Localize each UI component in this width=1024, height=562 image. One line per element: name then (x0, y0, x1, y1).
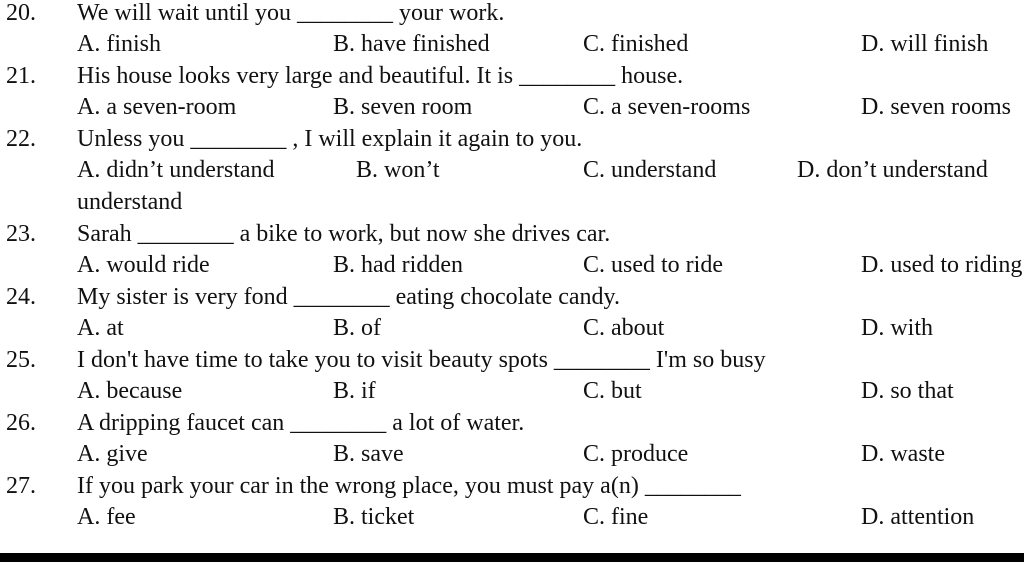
question-22-continuation (0, 187, 1024, 218)
option-a: A. fee (77, 504, 136, 530)
option-a: A. would ride (77, 252, 210, 278)
question-stem: If you park your car in the wrong place, you must pay a(n) ________ (77, 473, 741, 499)
option-b: B. save (333, 441, 404, 467)
option-d: D. so that (861, 378, 954, 404)
continuation-text: understand (77, 189, 183, 215)
question-21-stem-line (0, 61, 1024, 92)
option-b: B. of (333, 315, 381, 341)
option-a: A. didn’t understand (77, 157, 275, 183)
question-23-options (0, 250, 1024, 281)
question-22-stem-line (0, 124, 1024, 155)
question-stem: We will wait until you ________ your work. (77, 0, 505, 26)
option-d: D. don’t understand (797, 157, 988, 183)
option-c: C. a seven-rooms (583, 94, 751, 120)
question-24-stem-line (0, 282, 1024, 313)
question-stem: A dripping faucet can ________ a lot of water. (77, 410, 525, 436)
option-c: C. used to ride (583, 252, 723, 278)
option-a: A. finish (77, 31, 161, 57)
option-b: B. had ridden (333, 252, 463, 278)
bottom-border-bar (0, 553, 1024, 562)
question-27-options (0, 502, 1024, 533)
question-23-stem-line (0, 219, 1024, 250)
option-a: A. a seven-room (77, 94, 237, 120)
option-b: B. have finished (333, 31, 490, 57)
option-a: A. at (77, 315, 124, 341)
question-20-options (0, 29, 1024, 60)
question-number: 27. (6, 473, 36, 499)
option-d: D. attention (861, 504, 975, 530)
question-stem: Unless you ________ , I will explain it again to you. (77, 126, 583, 152)
question-stem: My sister is very fond ________ eating chocolate candy. (77, 284, 620, 310)
question-25-options (0, 376, 1024, 407)
question-number: 26. (6, 410, 36, 436)
option-c: C. produce (583, 441, 689, 467)
question-20-stem-line (0, 0, 1024, 29)
question-number: 24. (6, 284, 36, 310)
question-stem: I don't have time to take you to visit beauty spots ________ I'm so busy (77, 347, 766, 373)
question-25-stem-line (0, 345, 1024, 376)
option-d: D. used to riding (861, 252, 1023, 278)
question-number: 22. (6, 126, 36, 152)
option-b: B. seven room (333, 94, 473, 120)
question-number: 23. (6, 221, 36, 247)
option-c: C. about (583, 315, 665, 341)
question-number: 20. (6, 0, 36, 26)
option-a: A. give (77, 441, 148, 467)
option-b: B. won’t (356, 157, 440, 183)
question-number: 21. (6, 63, 36, 89)
question-stem: His house looks very large and beautiful. It is ________ house. (77, 63, 684, 89)
question-22-options (0, 155, 1024, 186)
question-stem: Sarah ________ a bike to work, but now she drives car. (77, 221, 611, 247)
option-d: D. with (861, 315, 933, 341)
question-26-options (0, 439, 1024, 470)
option-d: D. will finish (861, 31, 989, 57)
option-c: C. but (583, 378, 642, 404)
option-d: D. waste (861, 441, 945, 467)
option-b: B. if (333, 378, 376, 404)
option-b: B. ticket (333, 504, 415, 530)
question-number: 25. (6, 347, 36, 373)
question-26-stem-line (0, 408, 1024, 439)
option-d: D. seven rooms (861, 94, 1011, 120)
option-a: A. because (77, 378, 183, 404)
option-c: C. fine (583, 504, 649, 530)
option-c: C. understand (583, 157, 717, 183)
question-24-options (0, 313, 1024, 344)
option-c: C. finished (583, 31, 689, 57)
question-27-stem-line (0, 471, 1024, 502)
question-21-options (0, 92, 1024, 123)
